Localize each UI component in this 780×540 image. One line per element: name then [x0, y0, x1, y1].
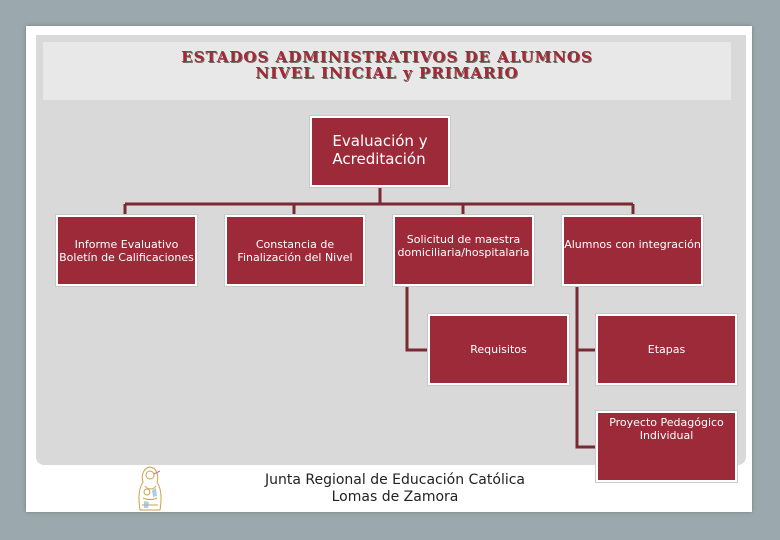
node-solicitud-maestra-label: Solicitud de maestra domiciliaria/hospitalaria	[397, 232, 530, 259]
node-proyecto-pedagogico	[596, 411, 737, 482]
virgin-and-child-logo-icon	[133, 464, 167, 514]
node-alumnos-integracion	[562, 215, 703, 286]
footer-institution-text: Junta Regional de Educación Católica Lomas de Zamora	[264, 472, 525, 505]
connector-to-etapas	[577, 285, 597, 350]
node-solicitud-maestra	[393, 215, 534, 286]
node-constancia-finalizacion	[225, 215, 365, 286]
connector-to-proyecto	[577, 350, 597, 447]
node-etapas	[596, 314, 737, 385]
node-informe-evaluativo-label: Informe Evaluativo Boletín de Calificaciones	[59, 237, 194, 264]
node-evaluacion-acreditacion	[310, 116, 450, 187]
node-requisitos-label: Requisitos	[470, 343, 527, 356]
page-title-line-1: ESTADOS ADMINISTRATIVOS DE ALUMNOS	[181, 48, 593, 66]
connector-to-requisitos	[407, 285, 429, 350]
node-etapas-label: Etapas	[647, 343, 686, 356]
node-proyecto-pedagogico-label: Proyecto Pedagógico Individual	[609, 415, 724, 442]
node-alumnos-integracion-label: Alumnos con integración	[564, 238, 701, 251]
node-constancia-finalizacion-label: Constancia de Finalización del Nivel	[237, 237, 353, 264]
node-requisitos	[428, 314, 569, 385]
node-evaluacion-acreditacion-label: Evaluación y Acreditación	[332, 132, 428, 168]
page-title-line-2: NIVEL INICIAL y PRIMARIO	[255, 64, 519, 82]
node-informe-evaluativo	[56, 215, 197, 286]
